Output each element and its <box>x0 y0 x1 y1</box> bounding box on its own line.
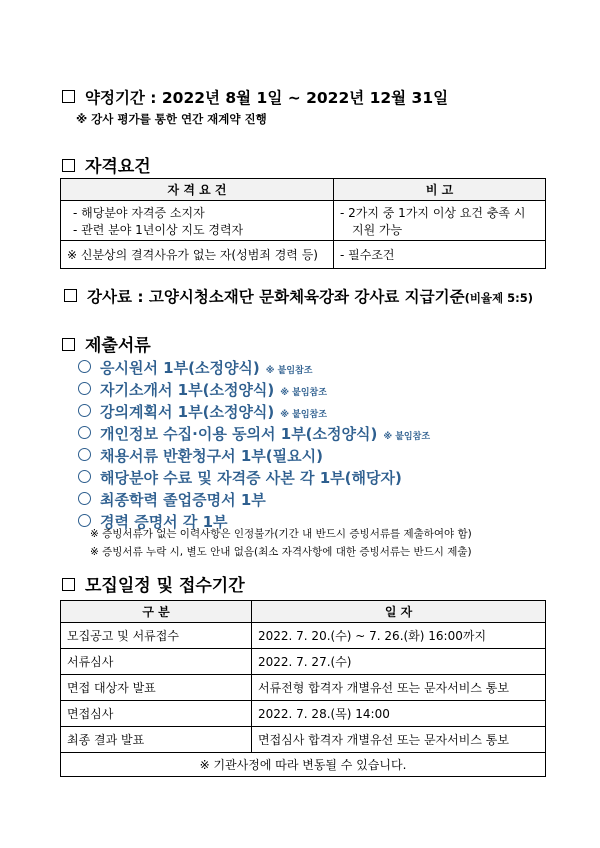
schedule-heading <box>62 571 245 596</box>
schedule-value: 2022. 7. 28.(목) 14:00 <box>252 701 546 727</box>
qualification-table <box>60 178 546 269</box>
document-item <box>78 489 266 510</box>
circle-bullet-icon <box>78 426 91 439</box>
circle-bullet-icon <box>78 360 91 373</box>
schedule-value: 2022. 7. 20.(수) ~ 7. 26.(화) 16:00까지 <box>252 623 546 649</box>
documents-note: ※ 증빙서류 누락 시, 별도 안내 없음(최소 자격사항에 대한 증빙서류는 반드시 제출) <box>90 546 472 558</box>
circle-bullet-icon <box>78 492 91 505</box>
schedule-table <box>60 600 546 777</box>
period-note: ※ 강사 평가를 통한 연간 재계약 진행 <box>76 112 267 126</box>
document-label: 응시원서 1부(소정양식) <box>100 359 260 377</box>
document-label: 강의계획서 1부(소정양식) <box>100 403 275 421</box>
document-item <box>78 423 430 444</box>
checkbox-square-icon <box>62 90 75 103</box>
circle-bullet-icon <box>78 470 91 483</box>
qualification-heading <box>62 152 151 177</box>
checkbox-square-icon <box>62 578 75 591</box>
checkbox-square-icon <box>62 338 75 351</box>
period-heading <box>62 86 448 108</box>
fee-heading-text: 강사료 : 고양시청소재단 문화체육강좌 강사료 지급기준 <box>87 288 465 306</box>
schedule-value: 2022. 7. 27.(수) <box>252 649 546 675</box>
document-label: 개인정보 수집·이용 동의서 1부(소정양식) <box>100 425 378 443</box>
qualification-line: - 관련 분야 1년이상 지도 경력자 <box>73 222 244 237</box>
circle-bullet-icon <box>78 448 91 461</box>
schedule-value: 면접심사 합격자 개별유선 또는 문자서비스 통보 <box>252 727 546 753</box>
circle-bullet-icon <box>78 382 91 395</box>
qualification-note: - 필수조건 <box>334 241 546 269</box>
schedule-col-header: 구 분 <box>61 601 252 623</box>
qualification-col-header: 자 격 요 건 <box>61 179 334 201</box>
checkbox-square-icon <box>62 159 75 172</box>
document-item <box>78 379 327 400</box>
document-item <box>78 401 327 422</box>
qualification-note-line: - 2가지 중 1가지 이상 요건 충족 시 <box>340 205 526 220</box>
schedule-footer: ※ 기관사정에 따라 변동될 수 있습니다. <box>61 753 546 777</box>
document-label: 경력 증명서 각 1부 <box>100 513 228 531</box>
documents-heading-text: 제출서류 <box>85 336 151 356</box>
period-heading-text: 약정기간 : 2022년 8월 1일 ~ 2022년 12월 31일 <box>85 89 449 107</box>
qualification-line: - 해당분야 자격증 소지자 <box>73 205 205 220</box>
schedule-col-header: 일 자 <box>252 601 546 623</box>
schedule-value: 서류전형 합격자 개별유선 또는 문자서비스 통보 <box>252 675 546 701</box>
qualification-heading-text: 자격요건 <box>85 157 151 177</box>
schedule-label: 모집공고 및 서류접수 <box>61 623 252 649</box>
schedule-label: 서류심사 <box>61 649 252 675</box>
qualification-row <box>61 201 334 241</box>
document-label: 채용서류 반환청구서 1부(필요시) <box>100 447 323 465</box>
schedule-label: 최종 결과 발표 <box>61 727 252 753</box>
document-label: 자기소개서 1부(소정양식) <box>100 381 275 399</box>
document-ref: ※ 붙임참조 <box>383 432 431 442</box>
schedule-heading-text: 모집일정 및 접수기간 <box>85 576 245 596</box>
qualification-note <box>334 201 546 241</box>
checkbox-square-icon <box>64 289 77 302</box>
document-ref: ※ 붙임참조 <box>280 388 327 398</box>
qualification-row: ※ 신분상의 결격사유가 없는 자(성범죄 경력 등) <box>61 241 334 269</box>
qualification-note-header: 비 고 <box>334 179 546 201</box>
schedule-label: 면접심사 <box>61 701 252 727</box>
documents-note: ※ 증빙서류가 없는 이력사항은 인정불가(기간 내 반드시 증빙서류를 제출하여야 함) <box>90 528 472 540</box>
document-label: 최종학력 졸업증명서 1부 <box>100 491 266 509</box>
fee-heading <box>64 285 533 307</box>
documents-heading <box>62 331 151 356</box>
document-ref: ※ 붙임참조 <box>265 366 313 376</box>
fee-ratio: (비율제 5:5) <box>464 291 534 305</box>
schedule-label: 면접 대상자 발표 <box>61 675 252 701</box>
circle-bullet-icon <box>78 404 91 417</box>
document-label: 해당분야 수료 및 자격증 사본 각 1부(해당자) <box>100 469 402 487</box>
qualification-note-line: 지원 가능 <box>352 222 403 237</box>
document-item <box>78 445 323 466</box>
document-ref: ※ 붙임참조 <box>280 410 327 420</box>
document-item <box>78 467 402 488</box>
document-item <box>78 357 312 378</box>
